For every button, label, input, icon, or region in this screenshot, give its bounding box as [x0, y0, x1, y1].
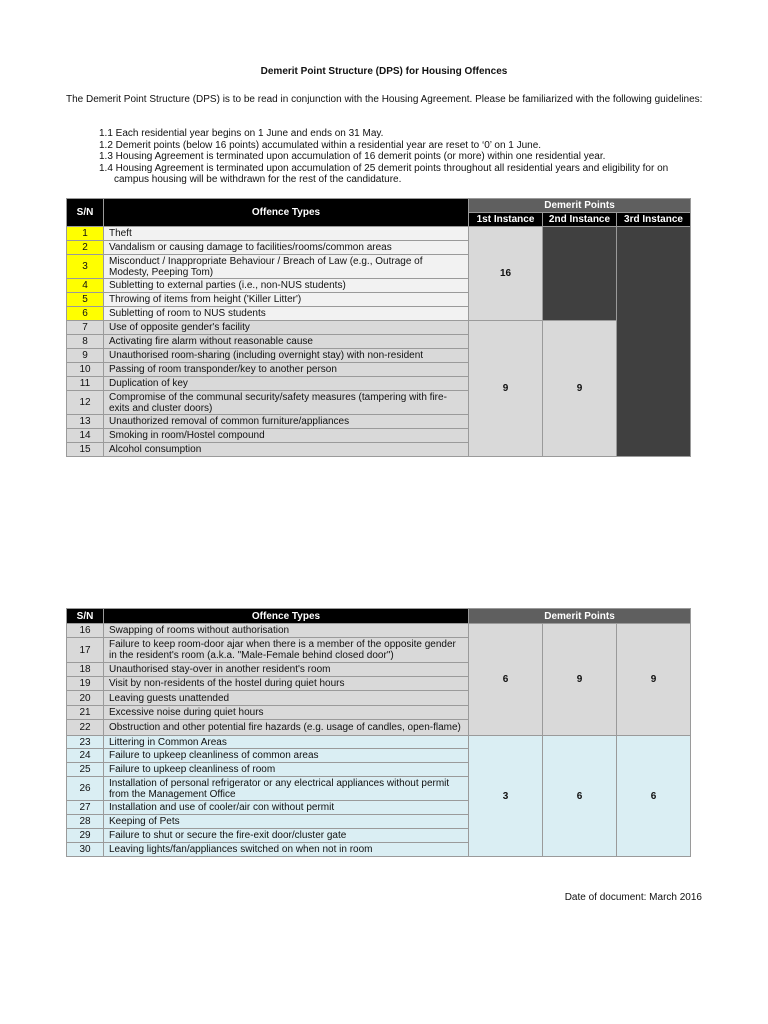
row-offence: Failure to keep room-door ajar when there is a member of the opposite gender in the resident's room (a.k.a. "Male-Female behind closed door") [104, 638, 469, 663]
row-offence: Misconduct / Inappropriate Behaviour / Breach of Law (e.g., Outrage of Modesty, Peeping Tom) [104, 255, 469, 279]
row-sn: 7 [67, 321, 104, 335]
row-offence: Excessive noise during quiet hours [104, 706, 469, 720]
table-row [67, 624, 691, 638]
row-offence: Failure to shut or secure the fire-exit door/cluster gate [104, 829, 469, 843]
row-sn: 1 [67, 227, 104, 241]
header-offence-types: Offence Types [104, 199, 469, 227]
row-offence: Installation of personal refrigerator or any electrical appliances without permit from the Management Office [104, 777, 469, 801]
row-sn: 23 [67, 736, 104, 749]
points-2nd-instance: 6 [543, 736, 617, 857]
header-sn: S/N [67, 609, 104, 624]
row-offence: Visit by non-residents of the hostel during quiet hours [104, 677, 469, 691]
row-offence: Smoking in room/Hostel compound [104, 429, 469, 443]
offence-table-2 [66, 608, 691, 857]
row-offence: Passing of room transponder/key to another person [104, 363, 469, 377]
row-offence: Use of opposite gender's facility [104, 321, 469, 335]
row-offence: Theft [104, 227, 469, 241]
row-offence: Compromise of the communal security/safety measures (tampering with fire-exits and cluster doors) [104, 391, 469, 415]
points-3rd-instance: 9 [617, 624, 691, 736]
row-offence: Duplication of key [104, 377, 469, 391]
header-demerit-points: Demerit Points [469, 609, 691, 624]
row-sn: 19 [67, 677, 104, 691]
header-offence-types: Offence Types [104, 609, 469, 624]
row-offence: Unauthorised stay-over in another resident's room [104, 663, 469, 677]
points-1st-instance: 9 [469, 321, 543, 457]
row-offence: Vandalism or causing damage to facilities/rooms/common areas [104, 241, 469, 255]
guideline-item: 1.2 Demerit points (below 16 points) accumulated within a residential year are reset to ‘0’ on 1 June. [99, 139, 542, 151]
row-offence: Littering in Common Areas [104, 736, 469, 749]
row-sn: 27 [67, 801, 104, 815]
row-sn: 29 [67, 829, 104, 843]
row-offence: Failure to upkeep cleanliness of common areas [104, 749, 469, 763]
header-sn: S/N [67, 199, 104, 227]
row-offence: Swapping of rooms without authorisation [104, 624, 469, 638]
table-row [67, 227, 691, 241]
points-3rd-instance-na [617, 227, 691, 457]
points-1st-instance: 6 [469, 624, 543, 736]
row-sn: 9 [67, 349, 104, 363]
row-sn: 20 [67, 691, 104, 706]
guidelines-list [99, 128, 699, 186]
row-sn: 5 [67, 293, 104, 307]
row-offence: Unauthorised room-sharing (including overnight stay) with non-resident [104, 349, 469, 363]
row-sn: 16 [67, 624, 104, 638]
row-offence: Keeping of Pets [104, 815, 469, 829]
header-1st-instance: 1st Instance [469, 213, 543, 227]
points-1st-instance: 16 [469, 227, 543, 321]
row-offence: Unauthorized removal of common furniture/appliances [104, 415, 469, 429]
row-offence: Installation and use of cooler/air con without permit [104, 801, 469, 815]
row-sn: 3 [67, 255, 104, 279]
document-title: Demerit Point Structure (DPS) for Housing Offences [260, 66, 508, 77]
row-sn: 21 [67, 706, 104, 720]
points-2nd-instance-na [543, 227, 617, 321]
row-sn: 30 [67, 843, 104, 857]
table-row [67, 736, 691, 749]
row-sn: 6 [67, 307, 104, 321]
table-row [67, 321, 691, 335]
row-offence: Obstruction and other potential fire hazards (e.g. usage of candles, open-flame) [104, 720, 469, 736]
points-3rd-instance: 6 [617, 736, 691, 857]
guideline-item: 1.3 Housing Agreement is terminated upon accumulation of 16 demerit points (or more) within one residential year. [99, 151, 606, 162]
row-offence: Failure to upkeep cleanliness of room [104, 763, 469, 777]
row-sn: 18 [67, 663, 104, 677]
header-3rd-instance: 3rd Instance [617, 213, 691, 227]
row-sn: 8 [67, 335, 104, 349]
points-2nd-instance: 9 [543, 321, 617, 457]
header-2nd-instance: 2nd Instance [543, 213, 617, 227]
row-sn: 10 [67, 363, 104, 377]
points-2nd-instance: 9 [543, 624, 617, 736]
document-date: Date of document: March 2016 [564, 892, 702, 903]
row-sn: 11 [67, 377, 104, 391]
row-sn: 28 [67, 815, 104, 829]
row-sn: 2 [67, 241, 104, 255]
row-sn: 13 [67, 415, 104, 429]
row-sn: 24 [67, 749, 104, 763]
offence-table-1 [66, 198, 691, 457]
row-offence: Subletting of room to NUS students [104, 307, 469, 321]
points-1st-instance: 3 [469, 736, 543, 857]
row-offence: Throwing of items from height ('Killer Litter') [104, 293, 469, 307]
row-sn: 26 [67, 777, 104, 801]
guideline-item: 1.4 Housing Agreement is terminated upon accumulation of 25 demerit points throughout all residential years and eligibility for on campus housing will be withdrawn for the rest of the candidature. [99, 162, 669, 185]
row-sn: 15 [67, 443, 104, 457]
row-offence: Alcohol consumption [104, 443, 469, 457]
header-demerit-points: Demerit Points [469, 199, 691, 213]
row-sn: 25 [67, 763, 104, 777]
row-offence: Activating fire alarm without reasonable cause [104, 335, 469, 349]
row-offence: Subletting to external parties (i.e., non-NUS students) [104, 279, 469, 293]
row-sn: 17 [67, 638, 104, 663]
row-offence: Leaving lights/fan/appliances switched on when not in room [104, 843, 469, 857]
row-sn: 22 [67, 720, 104, 736]
row-sn: 12 [67, 391, 104, 415]
intro-paragraph: The Demerit Point Structure (DPS) is to be read in conjunction with the Housing Agreement. Please be familiarized with the following guidelines: [66, 94, 703, 105]
row-sn: 4 [67, 279, 104, 293]
guideline-item: 1.1 Each residential year begins on 1 June and ends on 31 May. [99, 128, 384, 139]
row-sn: 14 [67, 429, 104, 443]
row-offence: Leaving guests unattended [104, 691, 469, 706]
